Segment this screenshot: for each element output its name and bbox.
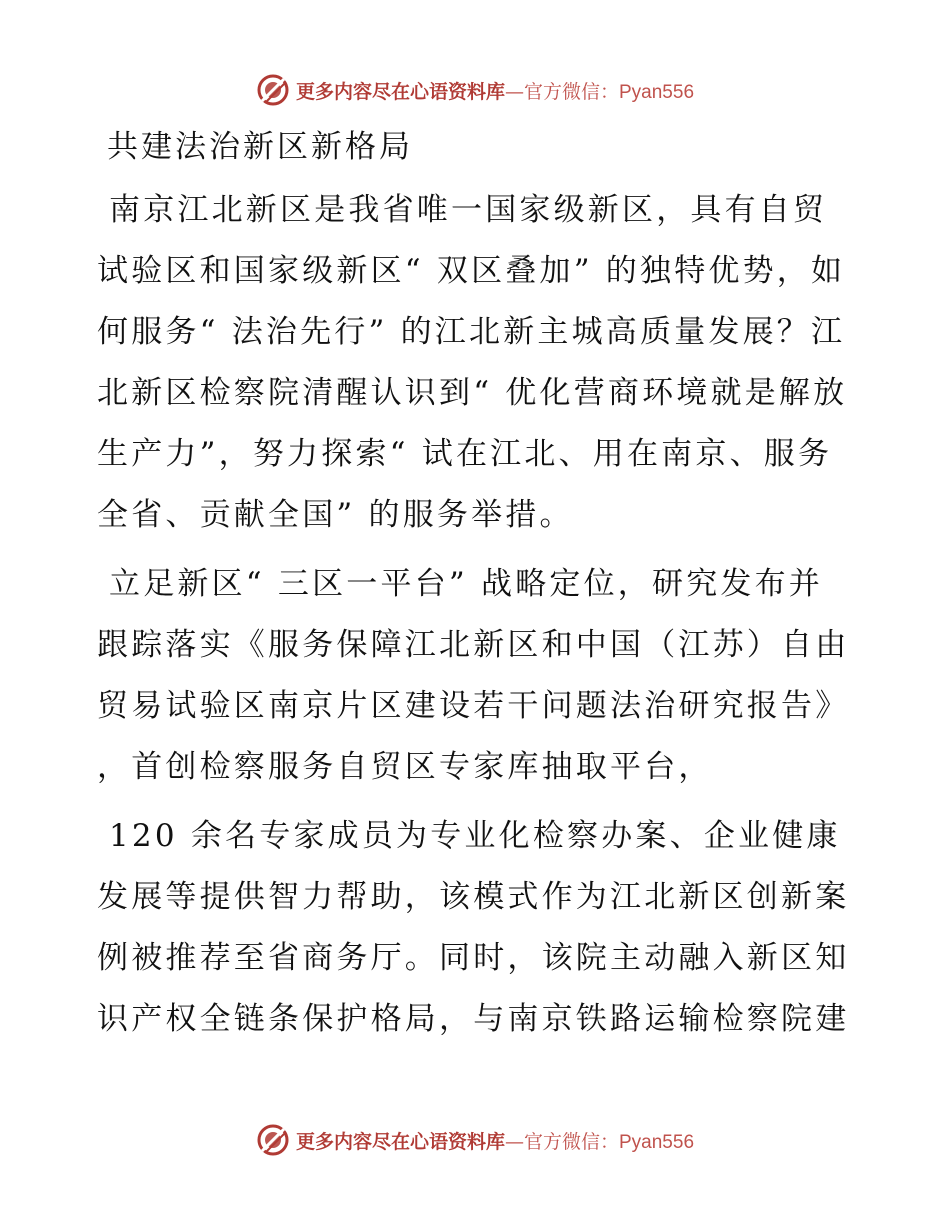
footer-rest: —官方微信： — [504, 1130, 619, 1153]
brand-logo-icon — [256, 73, 290, 107]
header-watermark-text — [296, 77, 694, 104]
footer-brand: 更多内容尽在心语资料库 — [295, 1130, 505, 1153]
document-body — [97, 120, 857, 1058]
document-title: 共建法治新区新格局 — [107, 129, 413, 165]
brand-logo-icon — [256, 1123, 290, 1157]
footer-watermark — [0, 1120, 950, 1160]
paragraph-3: 120 余名专家成员为专业化检察办案、企业健康发展等提供智力帮助，该模式作为江北新区创新案例被推荐至省商务厅。同时，该院主动融入新区知识产权全链条保护格局，与南京铁路运输检察院建 — [97, 818, 850, 1037]
header-rest: —官方微信： — [504, 80, 619, 103]
header-brand: 更多内容尽在心语资料库 — [295, 80, 505, 103]
footer-watermark-text — [296, 1127, 694, 1154]
header-wechat-id: Pyan556 — [619, 81, 695, 103]
paragraph-1: 南京江北新区是我省唯一国家级新区，具有自贸试验区和国家级新区“ 双区叠加” 的独特优势，如何服务“ 法治先行” 的江北新主城高质量发展？江北新区检察院清醒认识到“ 优化营商环境就是解放生产力”，努力探索“ 试在江北、用在南京、服务全省、贡献全国” 的服务举措。 — [97, 192, 848, 533]
footer-wechat-id: Pyan556 — [619, 1131, 695, 1153]
paragraph-2: 立足新区“ 三区一平台” 战略定位，研究发布并跟踪落实《服务保障江北新区和中国（江苏）自由贸易试验区南京片区建设若干问题法治研究报告》 ，首创检察服务自贸区专家库抽取平台， — [97, 566, 850, 785]
header-watermark — [0, 70, 950, 110]
